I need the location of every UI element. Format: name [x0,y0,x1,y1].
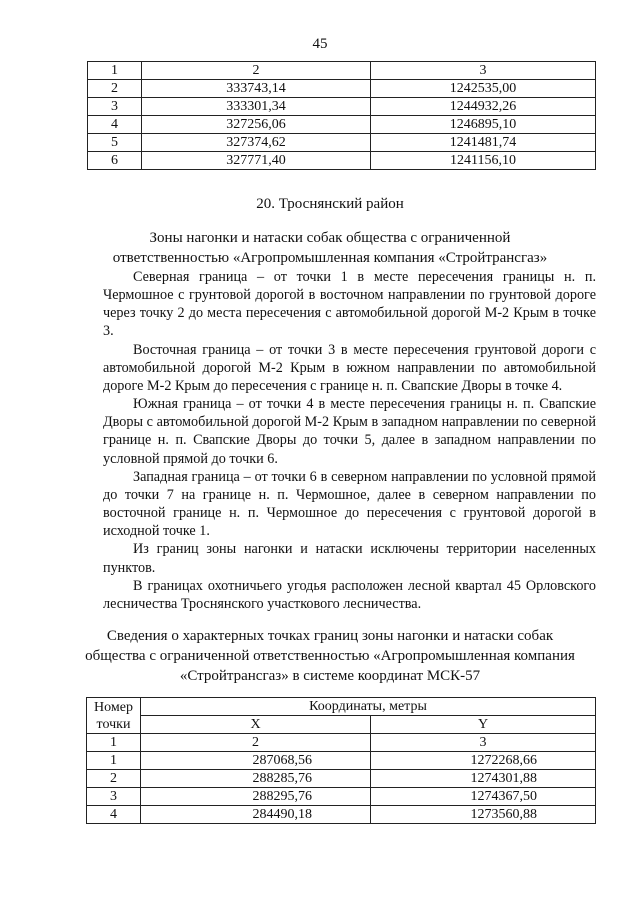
points-title-line: «Стройтрансгаз» в системе координат МСК-57 [179,668,481,684]
table-cell: 2 [141,734,371,752]
table-cell: 333743,14 [142,80,371,98]
table-cell: 6 [88,152,142,170]
table-row [88,116,596,134]
table-cell: 327771,40 [142,152,371,170]
col-point-header: Номер точки [87,698,141,734]
zone-title [60,228,600,268]
zone-title-line: Зоны нагонки и натаски собак общества с ограниченной [149,230,511,246]
table-cell: 287068,56 [141,752,371,770]
district-title: 20. Троснянский район [256,196,404,212]
table-cell: 2 [88,80,142,98]
paragraph-north-border: Северная граница – от точки 1 в месте пересечения границы н. п. Чермошное с грунтовой дорогой в восточном направлении по грунтовой дороге через точку 2 до места пересечения с автомобильной дорогой М-2 Крым в точке 3. [103,269,596,340]
table-row [87,752,596,770]
coordinates-table-continued [87,61,596,170]
table-cell: 4 [87,806,141,824]
table-header-row [87,716,596,734]
table-index-row [87,734,596,752]
col-y-header: Y [371,716,596,734]
table-cell: 327374,62 [142,134,371,152]
table-cell: 1272268,66 [371,752,596,770]
table-cell: 5 [88,134,142,152]
table-header-row [87,698,596,716]
table-cell: 288295,76 [141,788,371,806]
table-header-row [88,62,596,80]
table-row [88,134,596,152]
table-cell: 1 [87,734,141,752]
paragraph-exclusions: Из границ зоны нагонки и натаски исключены территории населенных пунктов. [103,541,596,576]
zone-description [103,268,596,613]
points-title-line: Сведения о характерных точках границ зоны нагонки и натаски собак [106,628,554,644]
table-cell: 284490,18 [141,806,371,824]
table-cell: 2 [87,770,141,788]
table-cell: 288285,76 [141,770,371,788]
table-cell: 1273560,88 [371,806,596,824]
table-cell: 1241481,74 [371,134,596,152]
points-title [60,626,600,686]
table-cell: 1242535,00 [371,80,596,98]
table-row [87,788,596,806]
table-cell: 327256,06 [142,116,371,134]
table-row [88,152,596,170]
paragraph-forest-quarter: В границах охотничьего угодья расположен лесной квартал 45 Орловского лесничества Троснянского участкового лесничества. [103,577,596,612]
table-cell: 3 [371,734,596,752]
table-cell: 4 [88,116,142,134]
table-row [87,806,596,824]
table-cell: 1274367,50 [371,788,596,806]
table-cell: 1241156,10 [371,152,596,170]
table-header-cell: 3 [371,62,596,80]
points-title-line: общества с ограниченной ответственностью «Агропромышленная компания [85,648,575,664]
points-coordinates-table [86,697,596,824]
col-coords-header: Координаты, метры [141,698,596,716]
table-cell: 3 [87,788,141,806]
page-number: 45 [312,36,328,52]
table-row [87,770,596,788]
table-cell: 333301,34 [142,98,371,116]
table-cell: 1246895,10 [371,116,596,134]
table-row [88,98,596,116]
paragraph-south-border: Южная граница – от точки 4 в месте пересечения границы н. п. Свапские Дворы с автомобильной дорогой М-2 Крым в западном направлении по северной границе н. п. Свапские Дворы до точки 5, далее в западном направлении по условной прямой до точки 6. [103,396,596,467]
table-row [88,80,596,98]
table-header-cell: 1 [88,62,142,80]
paragraph-west-border: Западная граница – от точки 6 в северном направлении по условной прямой до точки 7 на границе н. п. Чермошное, далее в северном направлении по восточной границе н. п. Чермошное до пересечения с грунтовой дорогой в исходной точке 1. [103,468,596,540]
table-cell: 1244932,26 [371,98,596,116]
table-header-cell: 2 [142,62,371,80]
table-cell: 1 [87,752,141,770]
zone-title-line: ответственностью «Агропромышленная компания «Стройтрансгаз» [112,250,548,266]
table-cell: 1274301,88 [371,770,596,788]
table-cell: 3 [88,98,142,116]
col-x-header: X [141,716,371,734]
paragraph-east-border: Восточная граница – от точки 3 в месте пересечения грунтовой дороги с автомобильной дорогой М-2 Крым в южном направлении по автомобильной дороге М-2 Крым до пересечения с границе н. п. Свапские Дворы в точке 4. [103,341,596,394]
